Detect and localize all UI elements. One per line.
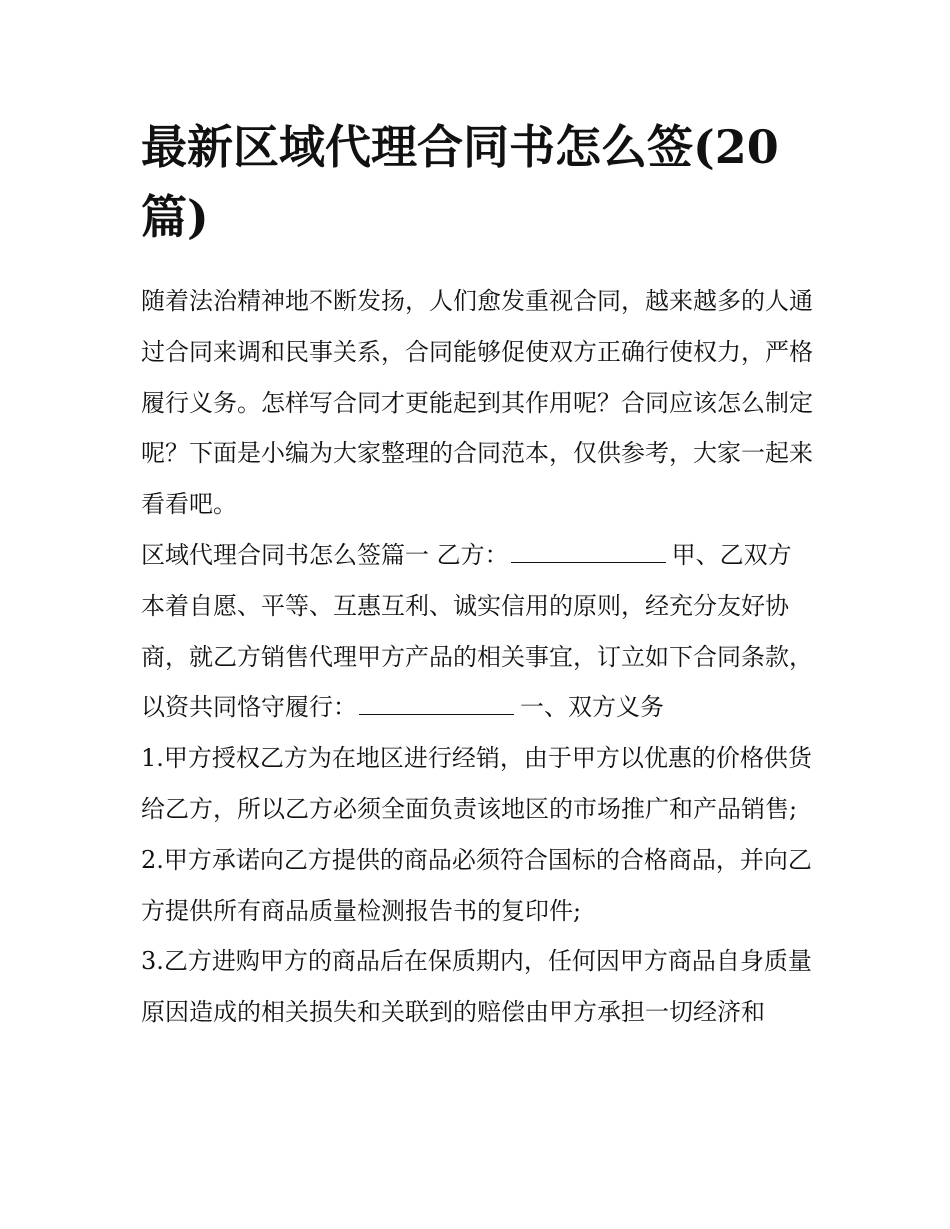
document-body (141, 276, 813, 1038)
clause-2: 2.甲方承诺向乙方提供的商品必须符合国标的合格商品，并向乙方提供所有商品质量检测报告书的复印件; (141, 845, 812, 925)
party-b-blank-line (511, 540, 666, 563)
clause-1: 1.甲方授权乙方为在地区进行经销，由于甲方以优惠的价格供货给乙方，所以乙方必须全面负责该地区的市场推广和产品销售; (141, 744, 812, 823)
intro-paragraph: 随着法治精神地不断发扬，人们愈发重视合同，越来越多的人通过合同来调和民事关系，合同能够促使双方正确行使权力，严格履行义务。怎样写合同才更能起到其作用呢？合同应该怎么制定呢？下面是小编为大家整理的合同范本，仅供参考，大家一起来看看吧。 (141, 287, 813, 519)
opening-principles-text: 甲、乙双方本着自愿、平等、互惠互利、诚实信用的原则，经充分友好协商，就乙方销售代理甲方产品的相关事宜，订立如下合同条款，以资共同恪守履行： (141, 540, 813, 722)
opening-party-label: 区域代理合同书怎么签篇一 乙方： (141, 540, 509, 569)
signature-blank-line (359, 692, 514, 715)
section-heading-obligations: 一、双方义务 (520, 693, 664, 722)
contract-opening-paragraph (141, 530, 813, 733)
document-page (141, 112, 813, 1038)
document-title: 最新区域代理合同书怎么签(20篇) (141, 120, 779, 244)
clause-3: 3.乙方进购甲方的商品后在保质期内，任何因甲方商品自身质量原因造成的相关损失和关联到的赔偿由甲方承担一切经济和 (141, 947, 812, 1027)
